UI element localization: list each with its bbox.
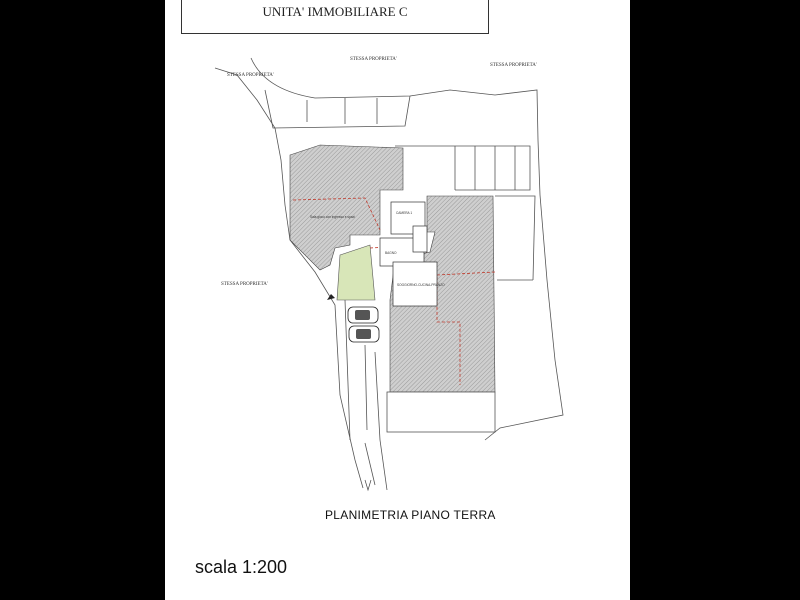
scale-label: scala 1:200 <box>195 557 288 577</box>
room-label: Sala gioco con ingresso e spazi <box>310 215 355 219</box>
access-arrow-icon <box>365 480 371 490</box>
drawing-title: PLANIMETRIA PIANO TERRA <box>325 508 496 522</box>
ground-slab <box>387 392 495 432</box>
room-label: CAMERA 1 <box>396 211 413 215</box>
boundary-label: STESSA PROPRIETA' <box>227 73 274 78</box>
room-label: BAGNO <box>385 251 397 255</box>
garden-area <box>337 245 375 300</box>
boundary-label: STESSA PROPRIETA' <box>350 57 397 62</box>
boundary-label: STESSA PROPRIETA' <box>490 63 537 68</box>
building-mass <box>290 145 495 392</box>
car-icon <box>348 307 378 323</box>
drawing-sheet <box>165 0 630 600</box>
sheet-title: UNITA' IMMOBILIARE C <box>262 4 408 19</box>
room-label: SOGGIORNO-CUCINA-PRANZO <box>397 283 445 287</box>
car-icon <box>349 326 379 342</box>
boundary-label: STESSA PROPRIETA' <box>221 282 268 287</box>
